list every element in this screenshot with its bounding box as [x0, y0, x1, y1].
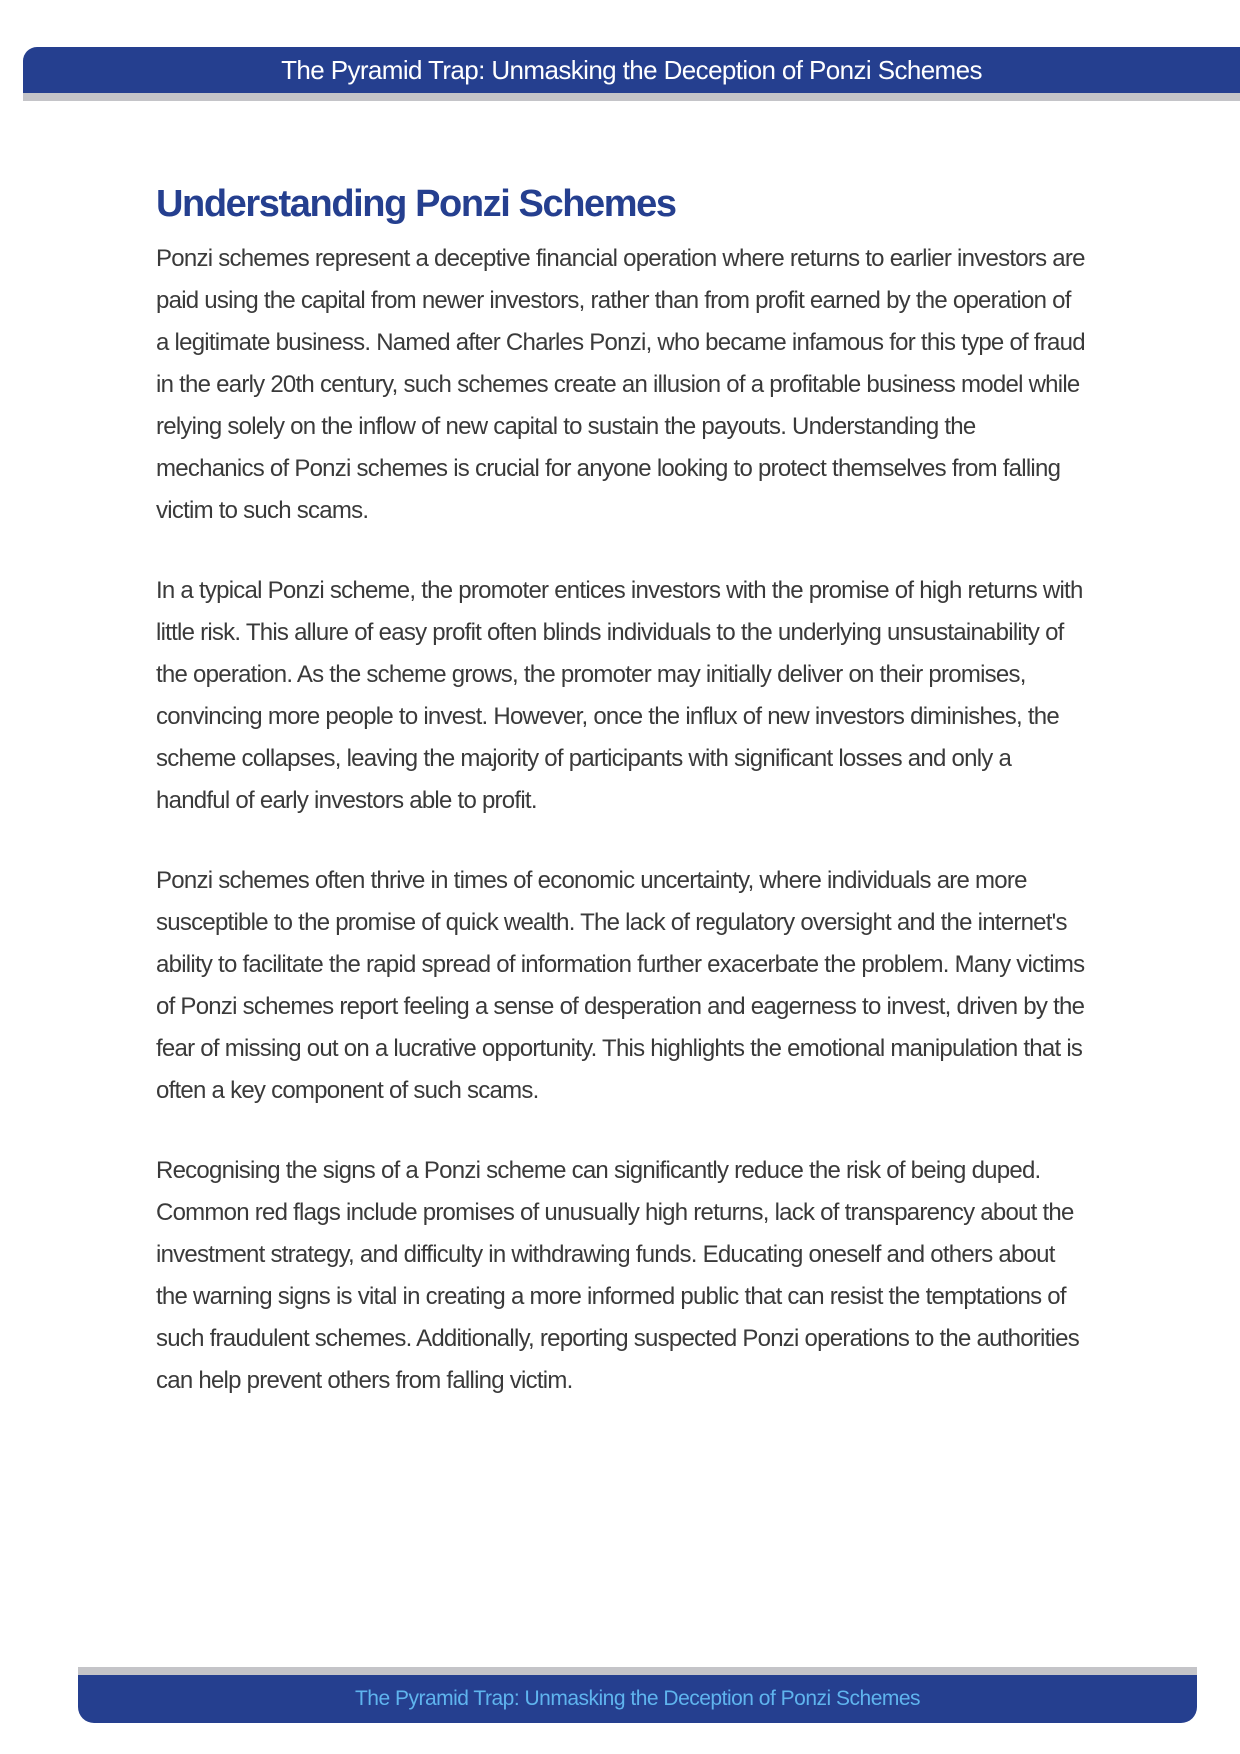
header-divider — [23, 93, 1240, 101]
header-title: The Pyramid Trap: Unmasking the Deception of Ponzi Schemes — [281, 54, 982, 85]
page-header — [23, 47, 1240, 93]
footer-divider — [78, 1667, 1197, 1675]
footer-title: The Pyramid Trap: Unmasking the Deception of Ponzi Schemes — [354, 1687, 921, 1710]
paragraph-1: Ponzi schemes represent a deceptive financial operation where returns to earlier investors are paid using the capital from newer investors, rather than from profit earned by the operation of a legitimate business. Named after Charles Ponzi, who became infamous for this type of fraud in the early 20th century, such schemes create an illusion of a profitable business model while relying solely on the inflow of new capital to sustain the payouts. Understanding the mechanics of Ponzi schemes is crucial for anyone looking to protect themselves from falling victim to such scams. — [156, 245, 1085, 524]
section-heading: Understanding Ponzi Schemes — [156, 183, 676, 225]
paragraph-2: In a typical Ponzi scheme, the promoter entices investors with the promise of high returns with little risk. This allure of easy profit often blinds individuals to the underlying unsustainability of the operation. As the scheme grows, the promoter may initially deliver on their promises, convincing more people to invest. However, once the influx of new investors diminishes, the scheme collapses, leaving the majority of participants with significant losses and only a handful of early investors able to profit. — [156, 577, 1083, 814]
main-content — [156, 180, 1086, 1440]
paragraph-3: Ponzi schemes often thrive in times of economic uncertainty, where individuals are more susceptible to the promise of quick wealth. The lack of regulatory oversight and the internet's ability to facilitate the rapid spread of information further exacerbate the problem. Many victims of Ponzi schemes report feeling a sense of desperation and eagerness to invest, driven by the fear of missing out on a lucrative opportunity. This highlights the emotional manipulation that is often a key component of such scams. — [156, 867, 1085, 1104]
paragraph-4: Recognising the signs of a Ponzi scheme can significantly reduce the risk of being duped. Common red flags include promises of unusually high returns, lack of transparency about the investment strategy, and difficulty in withdrawing funds. Educating oneself and others about the warning signs is vital in creating a more informed public that can resist the temptations of such fraudulent schemes. Additionally, reporting suspected Ponzi operations to the authorities can help prevent others from falling victim. — [156, 1157, 1079, 1394]
page-footer — [78, 1675, 1197, 1723]
